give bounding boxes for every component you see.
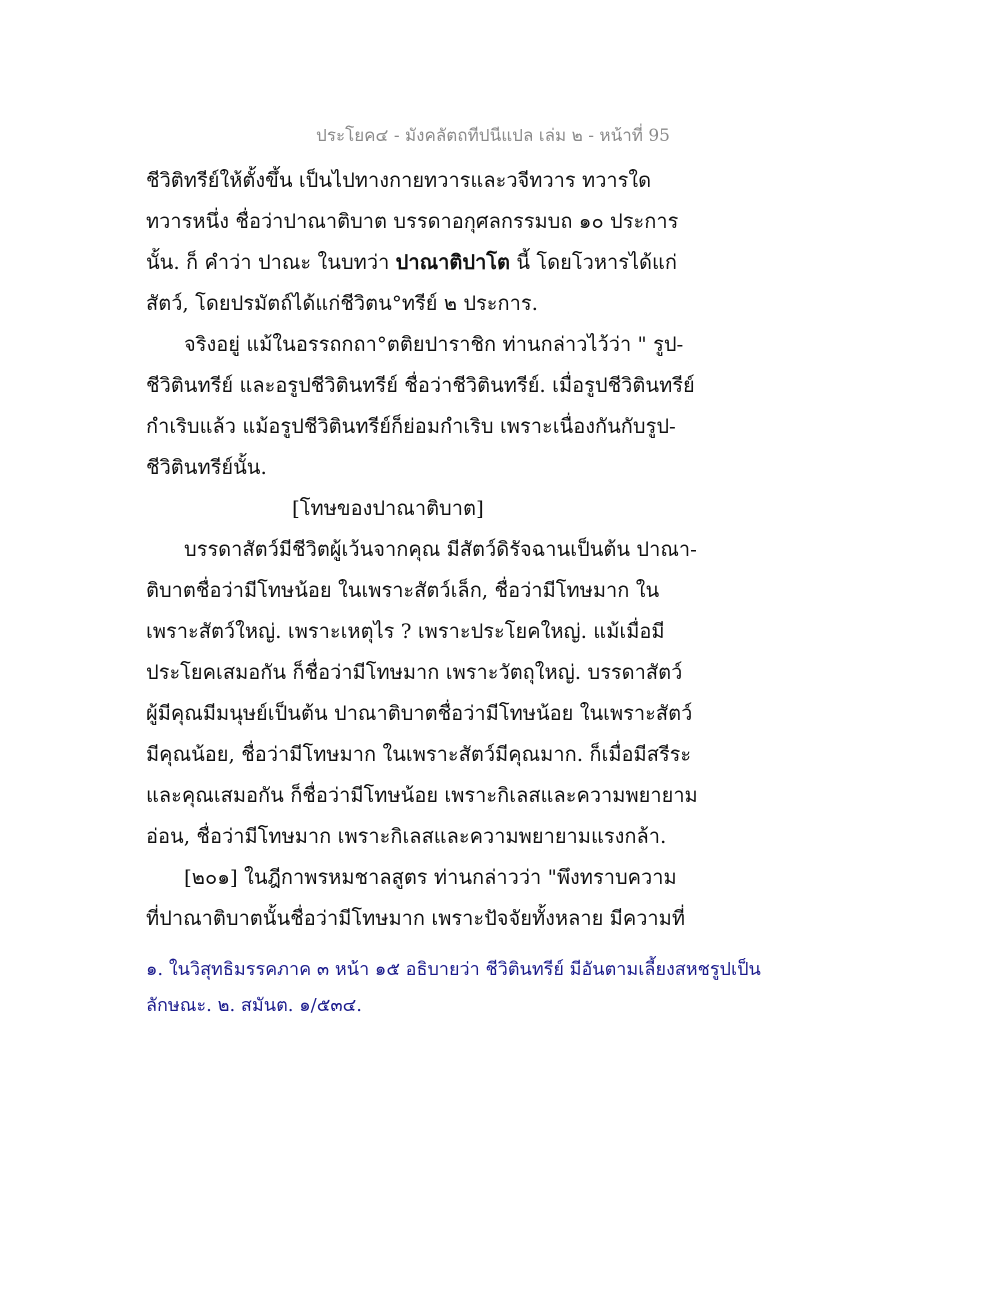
body-line-1: ชีวิติทรีย์ให้ตั้งขึ้น เป็นไปทางกายทวารและวจีทวาร ทวารใด	[146, 168, 652, 192]
body-line-18: [๒๐๑] ในฎีกาพรหมชาลสูตร ท่านกล่าวว่า "พึงทราบความ	[184, 865, 677, 889]
body-line-14: ผู้มีคุณมีมนุษย์เป็นต้น ปาณาติบาตชื่อว่ามีโทษน้อย ในเพราะสัตว์	[146, 701, 693, 725]
body-line-3-before: นั้น. ก็ คำว่า ปาณะ ในบทว่า	[146, 250, 396, 274]
body-line-11: ติบาตชื่อว่ามีโทษน้อย ในเพราะสัตว์เล็ก, ชื่อว่ามีโทษมาก ใน	[146, 578, 660, 602]
body-text	[146, 160, 706, 939]
body-line-8: ชีวิตินทรีย์นั้น.	[146, 455, 267, 479]
body-line-7: กำเริบแล้ว แม้อรูปชีวิตินทรีย์ก็ย่อมกำเริบ เพราะเนื่องกันกับรูป-	[146, 414, 676, 438]
section-heading: [โทษของปาณาติบาต]	[292, 496, 484, 520]
body-line-17: อ่อน, ชื่อว่ามีโทษมาก เพราะกิเลสและความพยายามแรงกล้า.	[146, 824, 667, 848]
body-line-3	[146, 242, 706, 283]
body-line-13: ประโยคเสมอกัน ก็ชื่อว่ามีโทษมาก เพราะวัตถุใหญ่. บรรดาสัตว์	[146, 660, 683, 684]
body-line-3-after: นี้ โดยโวหารได้แก่	[510, 250, 678, 274]
body-line-15: มีคุณน้อย, ชื่อว่ามีโทษมาก ในเพราะสัตว์มีคุณมาก. ก็เมื่อมีสรีระ	[146, 742, 692, 766]
body-line-10: บรรดาสัตว์มีชีวิตผู้เว้นจากคุณ มีสัตว์ดิรัจฉานเป็นต้น ปาณา-	[184, 537, 697, 561]
footnote-line-1: ๑. ในวิสุทธิมรรคภาค ๓ หน้า ๑๕ อธิบายว่า ชีวิตินทรีย์ มีอันตามเลี้ยงสหชรูปเป็น	[146, 959, 761, 980]
body-line-4: สัตว์, โดยปรมัตถ์ได้แก่ชีวิตน°ทรีย์ ๒ ประการ.	[146, 291, 538, 315]
running-header: ประโยค๔ - มังคลัตถทีปนีแปล เล่ม ๒ - หน้าที่ 95	[316, 126, 670, 146]
body-line-6: ชีวิตินทรีย์ และอรูปชีวิตินทรีย์ ชื่อว่าชีวิตินทรีย์. เมื่อรูปชีวิตินทรีย์	[146, 373, 695, 397]
footnotes	[146, 952, 766, 1024]
body-line-12: เพราะสัตว์ใหญ่. เพราะเหตุไร ? เพราะประโยคใหญ่. แม้เมื่อมี	[146, 619, 665, 643]
body-line-2: ทวารหนึ่ง ชื่อว่าปาณาติบาต บรรดาอกุศลกรรมบถ ๑๐ ประการ	[146, 209, 679, 233]
bold-term: ปาณาติปาโต	[395, 250, 511, 274]
body-line-19: ที่ปาณาติบาตนั้นชื่อว่ามีโทษมาก เพราะปัจจัยทั้งหลาย มีความที่	[146, 906, 686, 930]
footnote-line-2: ลักษณะ. ๒. สมันต. ๑/๕๓๔.	[146, 995, 362, 1016]
body-line-5: จริงอยู่ แม้ในอรรถกถา°ตติยปาราชิก ท่านกล่าวไว้ว่า " รูป-	[184, 332, 684, 356]
body-line-16: และคุณเสมอกัน ก็ชื่อว่ามีโทษน้อย เพราะกิเลสและความพยายาม	[146, 783, 698, 807]
